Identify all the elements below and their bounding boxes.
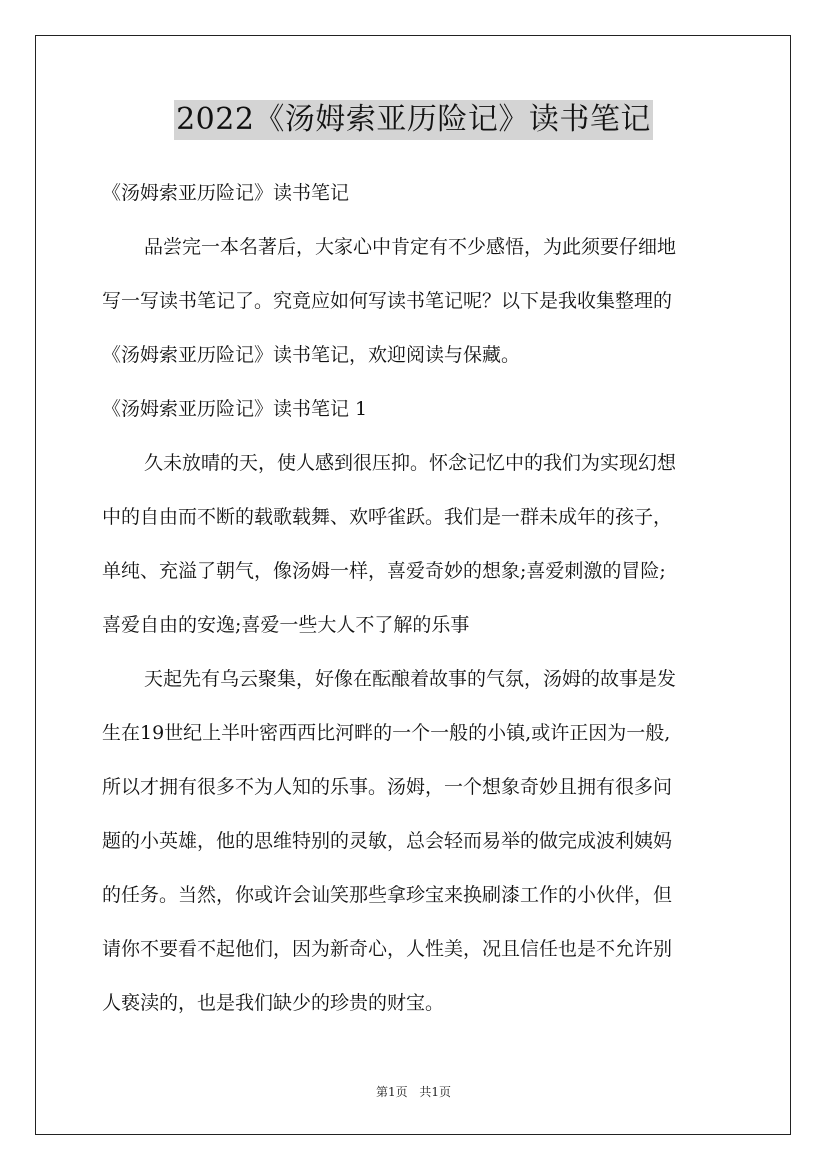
page-footer xyxy=(0,1083,827,1100)
text-line: 的任务。当然，你或许会讪笑那些拿珍宝来换刷漆工作的小伙伴，但 xyxy=(102,884,673,906)
text-line: 天起先有乌云聚集，好像在酝酿着故事的气氛，汤姆的故事是发 xyxy=(144,668,677,690)
text-line: 生在19世纪上半叶密西西比河畔的一个一般的小镇,或许正因为一般, xyxy=(102,722,671,744)
title-wrap xyxy=(0,100,827,140)
text-line: 久未放晴的天，使人感到很压抑。怀念记忆中的我们为实现幻想 xyxy=(144,452,677,474)
text-line: 《汤姆索亚历险记》读书笔记 xyxy=(102,182,350,204)
paragraph-heading-1 xyxy=(102,382,726,436)
text-line: 人亵渎的，也是我们缺少的珍贵的财宝。 xyxy=(102,992,445,1014)
paragraph-body-1 xyxy=(102,436,726,652)
document-title: 2022《汤姆索亚历险记》读书笔记 xyxy=(174,100,653,140)
text-line: 中的自由而不断的载歌载舞、欢呼雀跃。我们是一群未成年的孩子， xyxy=(102,506,673,528)
text-line: 喜爱自由的安逸;喜爱一些大人不了解的乐事 xyxy=(102,614,470,636)
text-line: 写一写读书笔记了。究竟应如何写读书笔记呢？以下是我收集整理的 xyxy=(102,290,673,312)
paragraph-body-2 xyxy=(102,652,726,1030)
text-line: 品尝完一本名著后，大家心中肯定有不少感悟，为此须要仔细地 xyxy=(144,236,677,258)
text-line: 请你不要看不起他们，因为新奇心，人性美，况且信任也是不允许别 xyxy=(102,938,673,960)
text-line: 题的小英雄，他的思维特别的灵敏，总会轻而易举的做完成波利姨妈 xyxy=(102,830,673,852)
text-line: 《汤姆索亚历险记》读书笔记，欢迎阅读与保藏。 xyxy=(102,344,521,366)
paragraph-heading-intro xyxy=(102,166,726,220)
page-number: 第1页 xyxy=(375,1085,408,1099)
text-line: 单纯、充溢了朝气，像汤姆一样，喜爱奇妙的想象;喜爱刺激的冒险; xyxy=(102,560,666,582)
text-line: 所以才拥有很多不为人知的乐事。汤姆，一个想象奇妙且拥有很多问 xyxy=(102,776,673,798)
paragraph-intro xyxy=(102,220,726,382)
page-total: 共1页 xyxy=(419,1085,452,1099)
text-line: 《汤姆索亚历险记》读书笔记 1 xyxy=(102,398,368,420)
